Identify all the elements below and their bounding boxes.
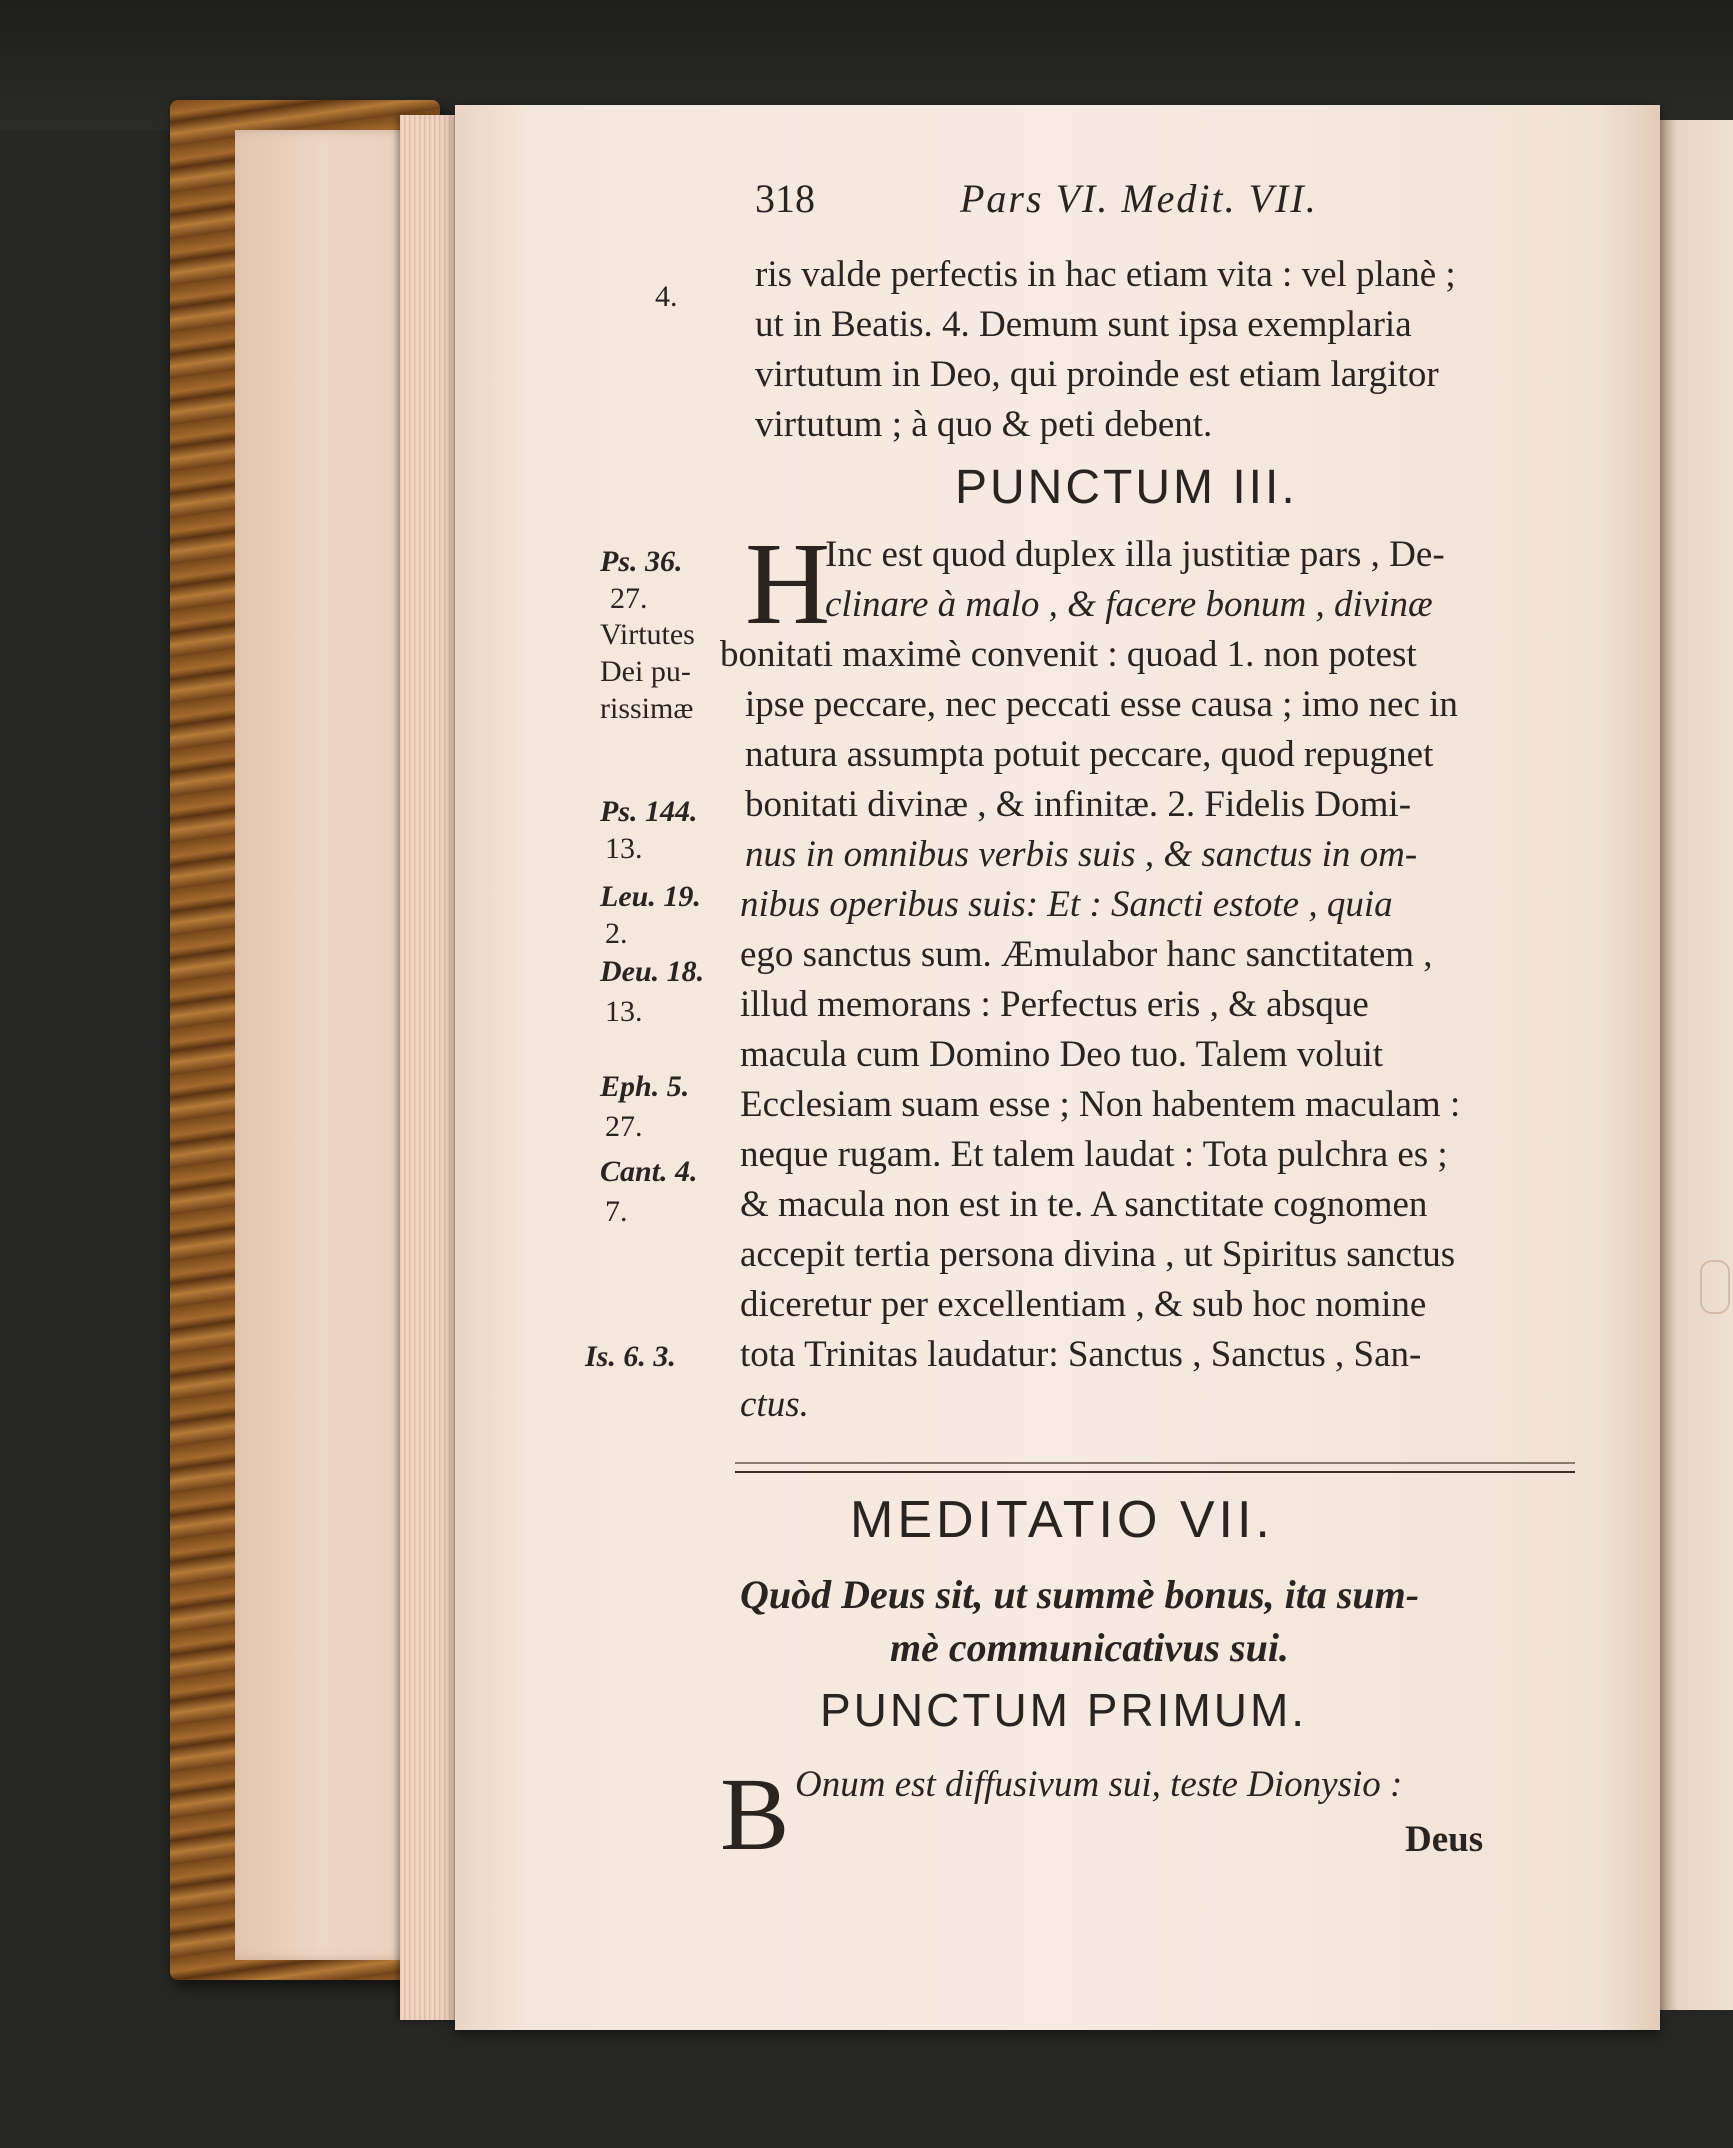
page-number: 318 [755, 176, 815, 221]
text-line: accepit tertia persona divina , ut Spiritus sanctus [740, 1234, 1456, 1275]
text-line: clinare à malo , & facere bonum , divinæ [825, 584, 1433, 625]
margin-note: 27. [610, 582, 648, 615]
margin-note: Ps. 144. [600, 795, 698, 828]
margin-note: Eph. 5. [600, 1070, 690, 1103]
punctum-heading: PUNCTUM PRIMUM. [820, 1684, 1308, 1736]
margin-note: 13. [605, 995, 643, 1028]
text-line: bonitati maximè convenit : quoad 1. non potest [720, 634, 1417, 675]
facing-page-edge [1655, 120, 1733, 2010]
margin-note: Is. 6. 3. [585, 1340, 676, 1373]
divider-faint [735, 1462, 1575, 1464]
book-page [455, 105, 1660, 2030]
text-line: virtutum ; à quo & peti debent. [755, 404, 1213, 445]
text-line: nibus operibus suis: Et : Sancti estote , quia [740, 884, 1393, 925]
text-line: ctus. [740, 1384, 809, 1425]
drop-cap: H [745, 518, 831, 649]
text-line: Ecclesiam suam esse ; Non habentem maculam : [740, 1084, 1461, 1125]
text-line: virtutum in Deo, qui proinde est etiam largitor [755, 354, 1439, 395]
margin-note: 2. [605, 917, 628, 950]
text-line: ris valde perfectis in hac etiam vita : vel planè ; [755, 254, 1456, 295]
text-line: macula cum Domino Deo tuo. Talem voluit [740, 1034, 1384, 1075]
margin-note: Deu. 18. [600, 955, 705, 988]
margin-note: Leu. 19. [600, 880, 701, 913]
margin-note: Ps. 36. [600, 545, 683, 578]
divider [735, 1471, 1575, 1473]
margin-note: 13. [605, 832, 643, 865]
meditation-heading: MEDITATIO VII. [850, 1491, 1274, 1549]
text-line: Inc est quod duplex illa justitiæ pars , De- [825, 534, 1445, 575]
text-line: nus in omnibus verbis suis , & sanctus in om- [745, 834, 1418, 875]
meditation-subtitle-line1: Quòd Deus sit, ut summè bonus, ita sum- [740, 1572, 1420, 1617]
running-title: Pars VI. Medit. VII. [960, 176, 1318, 221]
margin-note: 7. [605, 1195, 628, 1228]
margin-note: 27. [605, 1110, 643, 1143]
margin-note: Virtutes [600, 618, 695, 651]
catchword: Deus [1405, 1819, 1484, 1860]
text-line: natura assumpta potuit peccare, quod repugnet [745, 734, 1434, 775]
text-line: neque rugam. Et talem laudat : Tota pulchra es ; [740, 1134, 1448, 1175]
text-line: Onum est diffusivum sui, teste Dionysio : [795, 1764, 1403, 1805]
text-line: tota Trinitas laudatur: Sanctus , Sanctus , San- [740, 1334, 1422, 1375]
margin-note: Dei pu- [600, 655, 691, 688]
text-line: diceretur per excellentiam , & sub hoc nomine [740, 1284, 1427, 1325]
meditation-subtitle-line2: mè communicativus sui. [890, 1625, 1289, 1670]
margin-note: rissimæ [600, 692, 694, 725]
margin-note: Cant. 4. [600, 1155, 698, 1188]
margin-note: 4. [655, 280, 678, 313]
text-line: ut in Beatis. 4. Demum sunt ipsa exemplaria [755, 304, 1412, 345]
library-stamp [1700, 1260, 1730, 1314]
text-line: bonitati divinæ , & infinitæ. 2. Fidelis Domi- [745, 784, 1412, 825]
text-line: ipse peccare, nec peccati esse causa ; imo nec in [745, 684, 1458, 725]
section-heading: PUNCTUM III. [955, 461, 1298, 514]
drop-cap: B [720, 1757, 790, 1872]
text-line: ego sanctus sum. Æmulabor hanc sanctitatem , [740, 934, 1433, 975]
text-line: & macula non est in te. A sanctitate cognomen [740, 1184, 1428, 1225]
text-line: illud memorans : Perfectus eris , & absque [740, 984, 1369, 1025]
